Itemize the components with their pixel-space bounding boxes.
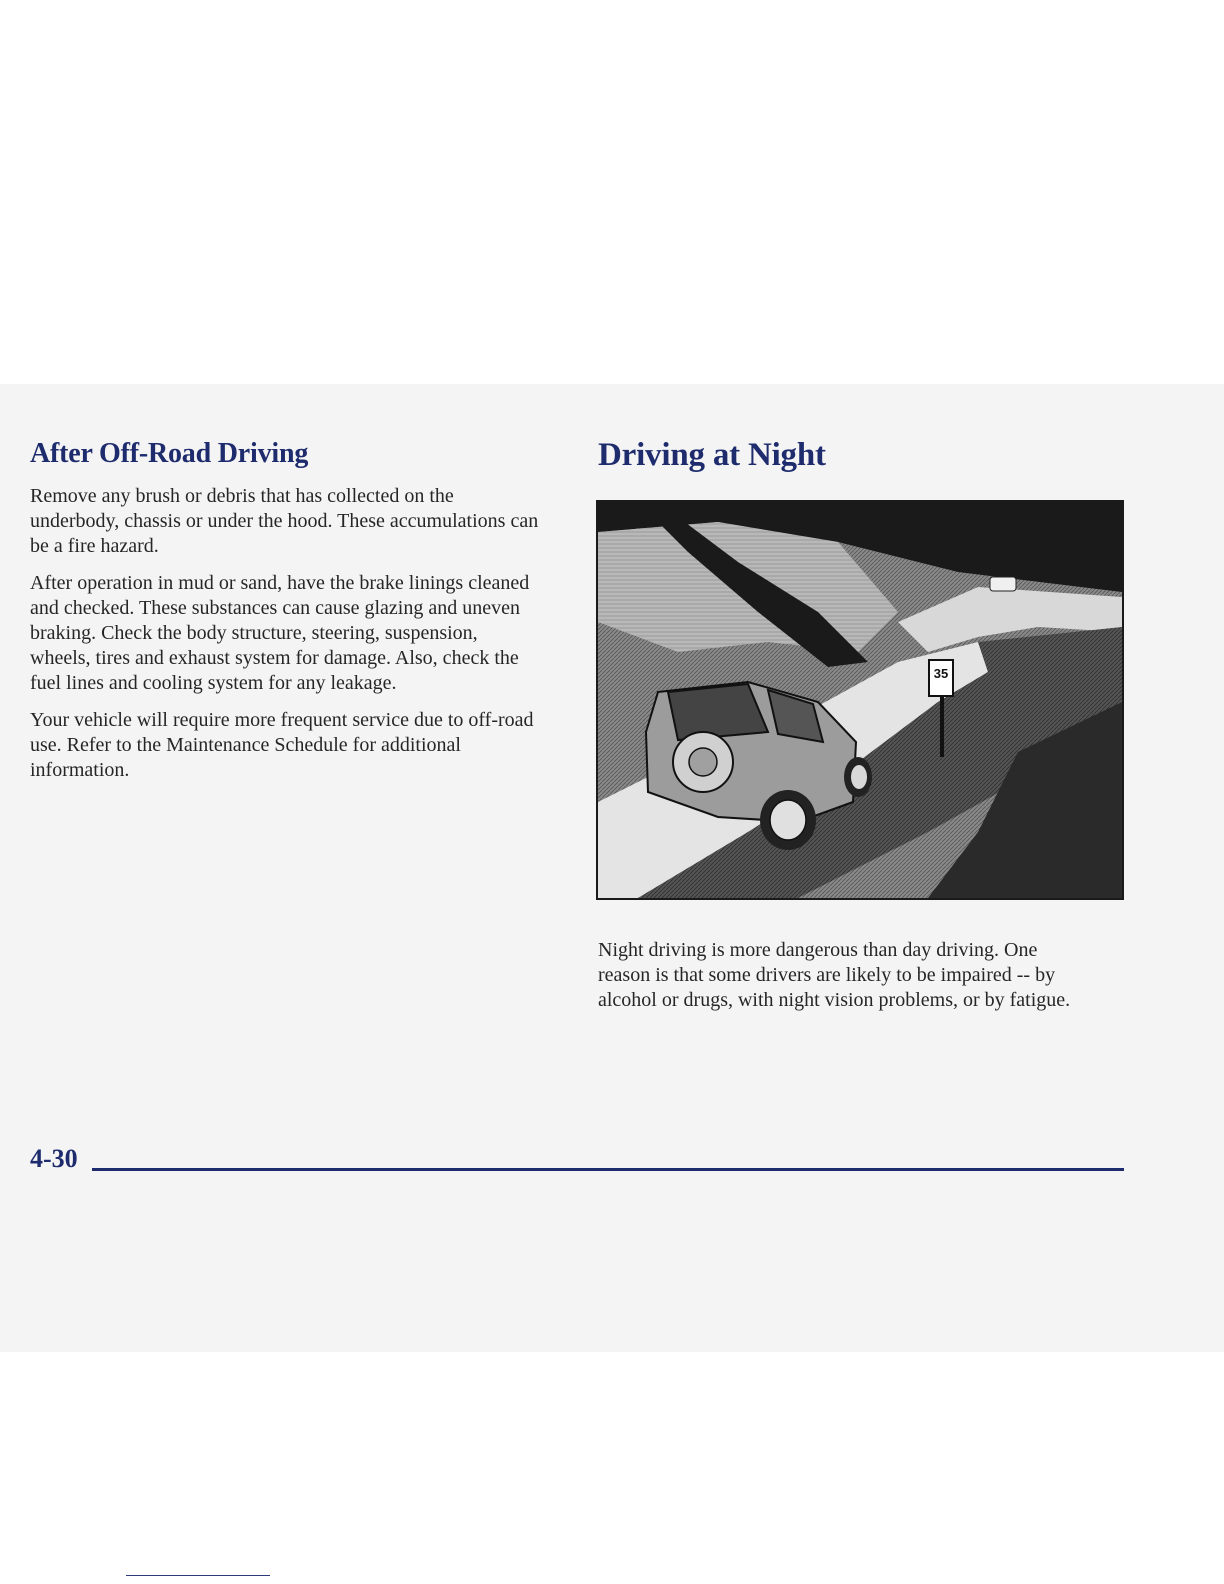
illustration-svg	[598, 502, 1122, 898]
left-column-body	[30, 484, 540, 795]
paragraph: Night driving is more dangerous than day driving. One reason is that some drivers are likely to be impaired -- by alcohol or drugs, with night vision problems, or by fatigue.	[598, 939, 1071, 1011]
page-number: 4-30	[30, 1144, 78, 1173]
paragraph: Your vehicle will require more frequent service due to off-road use. Refer to the Maintenance Schedule for additional information.	[30, 709, 534, 781]
spare-tire-hub	[689, 748, 717, 776]
speed-sign-value: 35	[933, 666, 949, 681]
paragraph: Remove any brush or debris that has collected on the underbody, chassis or under the hood. These accumulations can be a fire hazard.	[30, 485, 539, 557]
front-wheel-rim	[851, 765, 867, 789]
right-column-body	[598, 938, 1078, 1013]
section-heading-driving-at-night: Driving at Night	[598, 437, 826, 473]
oncoming-car	[990, 577, 1016, 591]
section-heading-after-off-road-driving: After Off-Road Driving	[30, 438, 309, 469]
paragraph: After operation in mud or sand, have the brake linings cleaned and checked. These substances can cause glazing and uneven braking. Check the body structure, steering, suspension, wheels, tires and exhaust system for damage. Also, check the fuel lines and cooling system for any leakage.	[30, 572, 530, 694]
footer-rule	[92, 1168, 1124, 1171]
rear-wheel-rim	[770, 800, 806, 840]
night-driving-illustration	[596, 500, 1124, 900]
bottom-mark	[126, 1575, 270, 1576]
